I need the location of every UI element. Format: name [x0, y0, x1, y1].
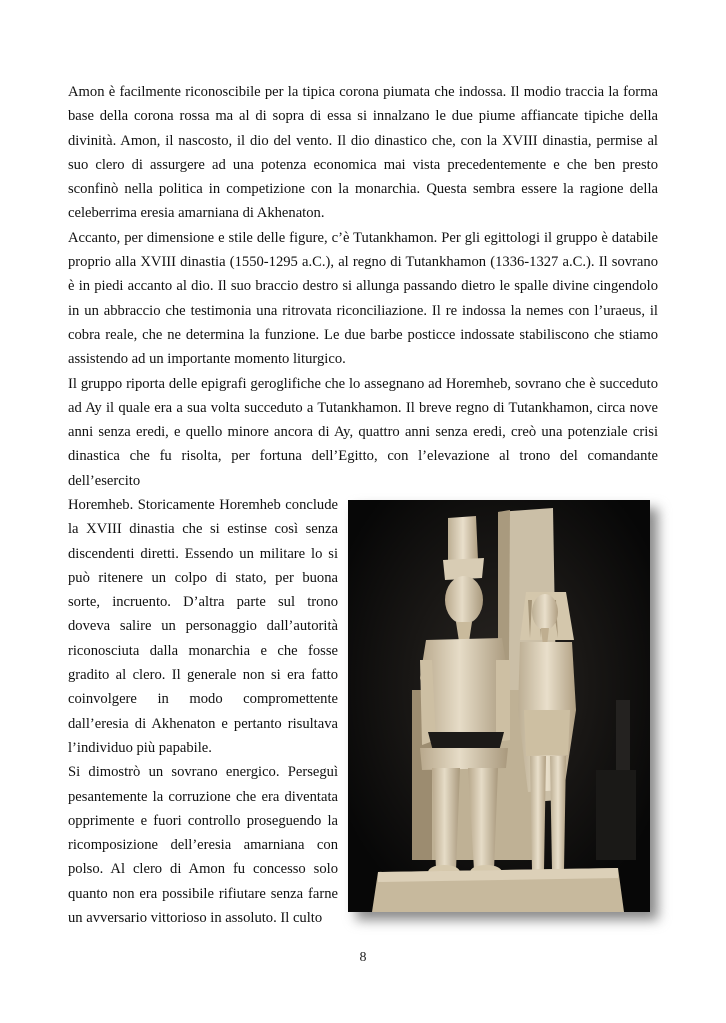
statue-illustration	[348, 500, 650, 912]
paragraph-horemheb-intro: Il gruppo riporta delle epigrafi geroglifiche che lo assegnano ad Horemheb, sovrano che è succeduto ad Ay il quale era a sua volta succeduto a Tutankhamon. Il breve regno di Tutankhamon, circa nove anni senza eredi, e quello minore ancora di Ay, quattro anni senza eredi, creò una potenziale crisi dinastica che fu risolta, per fortuna dell’Egitto, con l’elevazione al trono del comandante dell’esercito	[68, 375, 658, 489]
body-text-wrapped	[68, 493, 338, 930]
paragraph-horemheb-history: Horemheb. Storicamente Horemheb conclude la XVIII dinastia che si estinse così senza discendenti diretti. Essendo un militare lo si può ritenere un colpo di stato, per buona sorte, incruento. D’altra parte sul trono doveva salire un personaggio dall’autorità riconosciuta dalla monarchia e che fosse gradito al clero. Il generale non si era fatto coinvolgere in modo compromettente dall’eresia di Akhenaton e pertanto risultava l’individuo più papabile.	[68, 497, 338, 756]
page-number: 8	[359, 950, 367, 965]
body-text-top	[68, 80, 658, 493]
paragraph-amon: Amon è facilmente riconoscibile per la tipica corona piumata che indossa. Il modio traccia la forma base della corona rossa ma al di sopra di essa si innalzano le due piume affiancate tipiche della divinità. Amon, il nascosto, il dio del vento. Il dio dinastico che, con la XVIII dinastia, permise al suo clero di assurgere ad una potenza economica mai vista precedentemente e che ben presto sconfinò nella politica in competizione con la monarchia. Questa sembra essere la ragione della celeberrima eresia amarniana di Akhenaton.	[68, 84, 658, 222]
paragraph-sovereign-energy: Si dimostrò un sovrano energico. Perseguì pesantemente la corruzione che era diventata opprimente e fuori controllo proseguendo la ricomposizione dell’eresia amarniana con polso. Al clero di Amon fu concesso solo quanto non era possibile rifiutare senza farne un avversario vittorioso in assoluto. Il culto	[68, 764, 338, 927]
paragraph-tutankhamon: Accanto, per dimensione e stile delle figure, c’è Tutankhamon. Per gli egittologi il gruppo è databile proprio alla XVIII dinastia (1550-1295 a.C.), al regno di Tutankhamon (1336-1327 a.C.). Il sovrano è in piedi accanto al dio. Il suo braccio destro si allunga passando dietro le spalle divine cingendolo in un abbraccio che testimonia una ritrovata riconciliazione. Il re indossa la nemes con l’uraeus, il cobra reale, che ne determina la funzione. Le due barbe posticce indossate stabiliscono che stiamo assistendo ad un importante momento liturgico.	[68, 229, 658, 368]
statue-photo	[348, 500, 650, 912]
